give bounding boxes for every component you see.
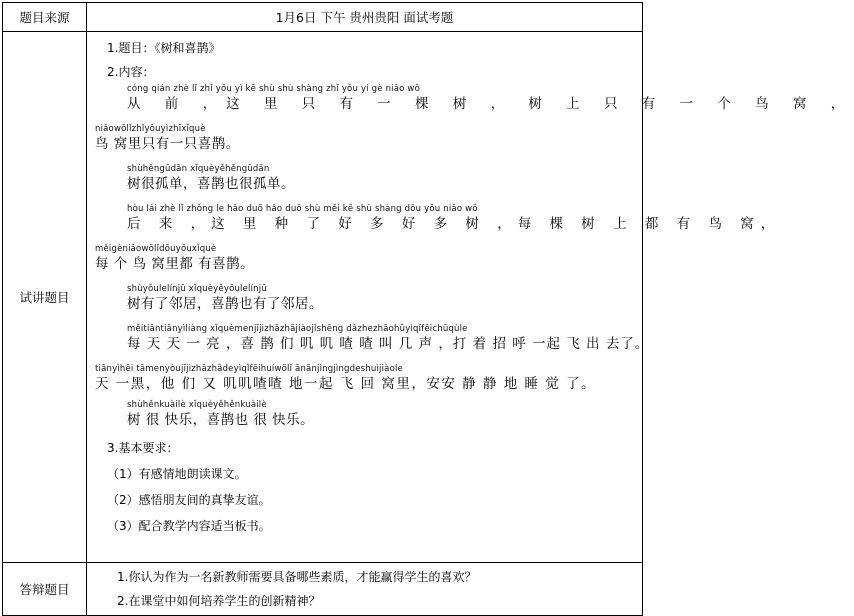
passage-line [107, 162, 636, 202]
pinyin-text: shùhěngūdān xǐquèyěhěngūdān [127, 164, 270, 174]
pinyin-text: cóng qián zhè lǐ zhǐ yǒu yì kē shù shù shàng zhǐ yǒu yí gè niǎo wō [127, 84, 420, 94]
hanzi-text: 天 一黑，他 们 又 叽叽喳喳 地一起 飞 回 窝里，安安 静 静 地 睡 觉 了。 [95, 376, 597, 392]
passage-line [95, 362, 636, 398]
passage-line [95, 242, 636, 282]
trial-label: 试讲题目 [3, 32, 87, 563]
pinyin-text: shùyǒulelínjū xǐquèyěyǒulelínjū [127, 284, 267, 294]
hanzi-text: 树有了邻居，喜鹊也有了邻居。 [127, 296, 323, 312]
hanzi-text: 鸟 窝里只有一只喜鹊。 [95, 136, 240, 152]
source-value: 1月6日 下午 贵州贵阳 面试考题 [87, 3, 643, 32]
requirement-item: （1）有感情地朗读课文。 [107, 467, 247, 481]
source-row [3, 3, 643, 32]
passage-line [107, 82, 854, 122]
pinyin-text: hòu lái zhè lǐ zhǒng le hǎo duō hǎo duō shù měi kē shù shàng dōu yǒu niǎo wō [127, 204, 478, 214]
content-label: 2.内容： [107, 65, 155, 79]
hanzi-text: 每 天 天 一 亮 ，喜 鹊 们 叽 叽 喳 喳 叫 几 声 ，打 着 招 呼 一起 飞 出 去了。 [127, 336, 650, 352]
requirement-item: （2）感悟朋友间的真挚友谊。 [107, 493, 271, 507]
pinyin-text: měigèniǎowōlǐdōuyǒuxǐquè [95, 244, 217, 254]
hanzi-text: 树 很 快乐，喜鹊也 很 快乐。 [127, 412, 315, 428]
hanzi-text: 树很孤单，喜鹊也很孤单。 [127, 176, 295, 192]
pinyin-text: měitiāntiānyìliàng xǐquèmenjījizhāzhājiàojǐshēng dǎzhezhāohūyìqǐfēichūqùle [127, 324, 468, 334]
passage-line [107, 398, 636, 434]
hanzi-text: 从 前 ，这 里 只 有 一 棵 树 ， 树 上 只 有 一 个 鸟 窝 ， [127, 96, 854, 112]
defense-row [3, 563, 643, 616]
pinyin-text: tiānyìhēi tāmenyòujījizhāzhādeyìqǐfēihuíwōlǐ ānānjìngjìngdeshuìjiàole [95, 364, 403, 374]
passage-line [107, 282, 636, 322]
requirement-item: （3）配合教学内容适当板书。 [107, 519, 271, 533]
defense-question: 1.你认为作为一名新教师需要具备哪些素质，才能赢得学生的喜欢？ [117, 570, 477, 584]
requirements-label: 3.基本要求： [107, 441, 179, 455]
defense-label: 答辩题目 [3, 563, 87, 616]
passage-line [107, 202, 782, 242]
defense-question: 2.在课堂中如何培养学生的创新精神？ [117, 594, 321, 608]
defense-content [87, 563, 643, 616]
source-label: 题目来源 [3, 3, 87, 32]
trial-content [87, 32, 854, 563]
topic-title: 1.题目：《树和喜鹊》 [107, 41, 221, 55]
pinyin-text: niǎowōlǐzhǐyǒuyìzhīxǐquè [95, 124, 206, 134]
exam-table [2, 2, 854, 616]
passage-line [95, 122, 636, 162]
hanzi-text: 每 个 鸟 窝里都 有喜鹊。 [95, 256, 255, 272]
hanzi-text: 后 来 ，这 里 种 了 好 多 好 多 树 ，每 棵 树 上 都 有 鸟 窝， [127, 216, 782, 232]
trial-row [3, 32, 643, 563]
pinyin-text: shùhěnkuàilè xǐquèyěhěnkuàilè [127, 400, 267, 410]
passage-line [107, 322, 650, 362]
